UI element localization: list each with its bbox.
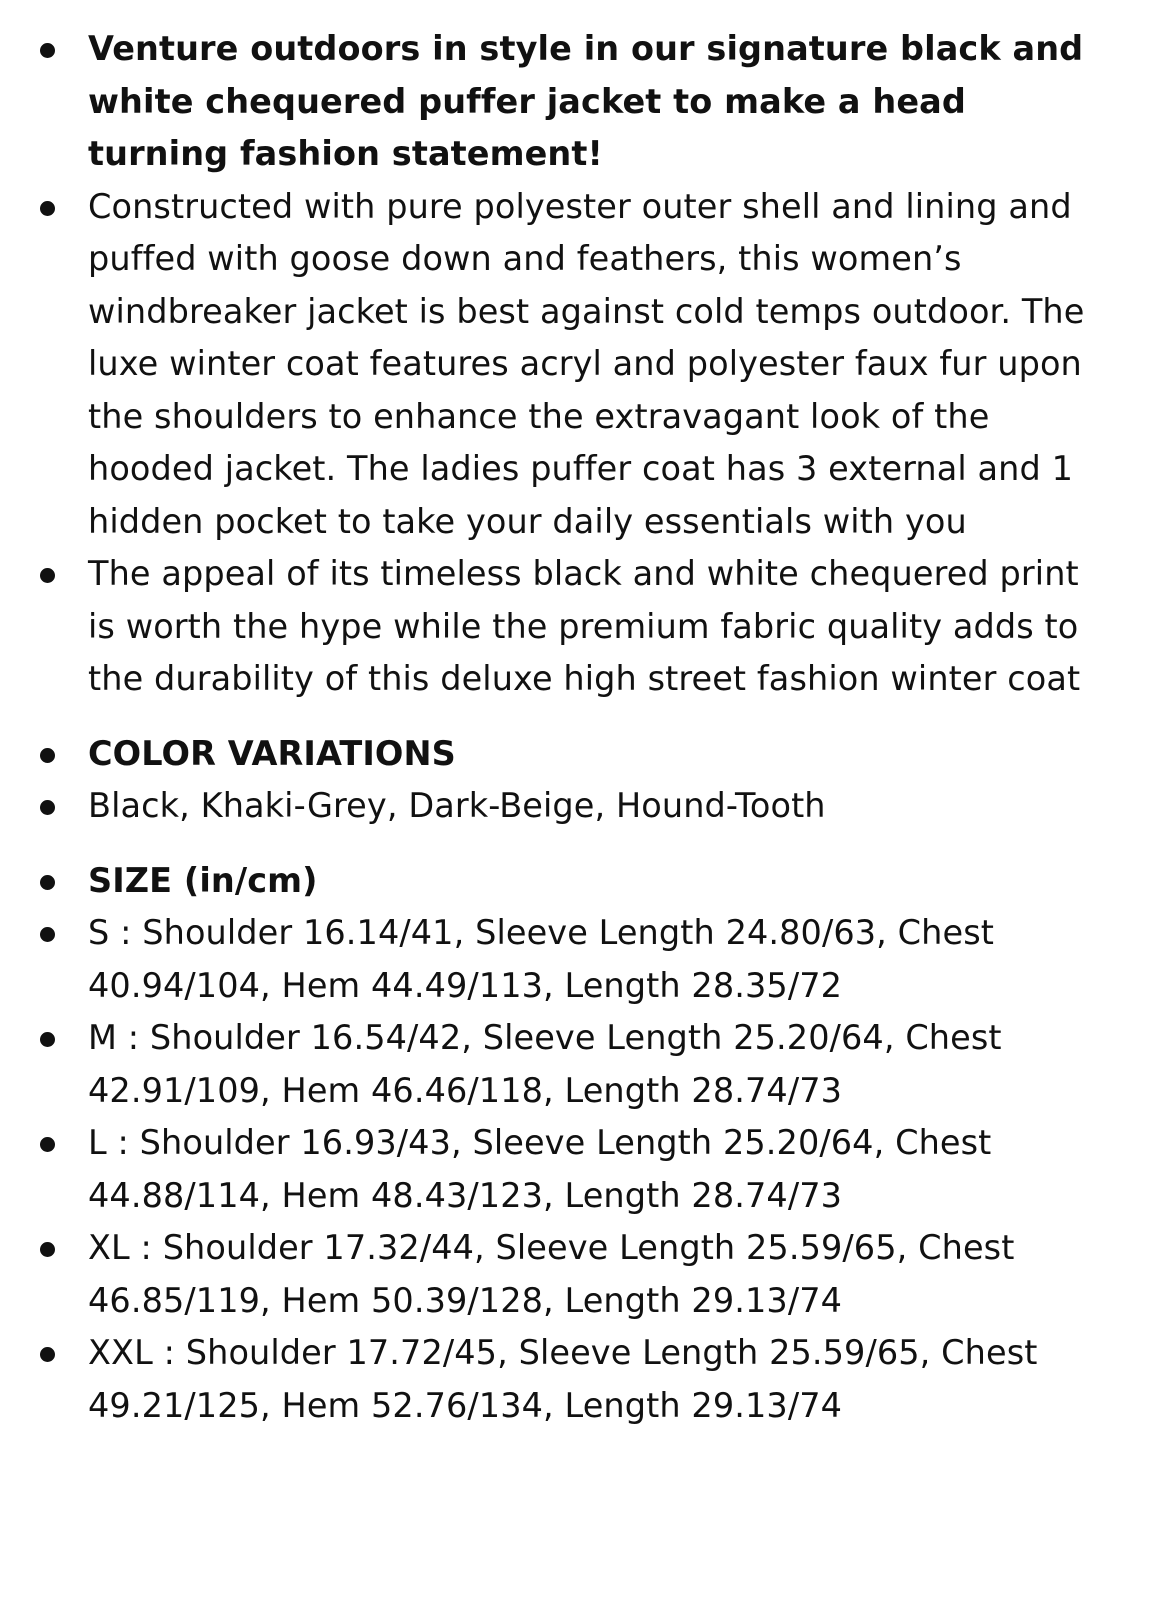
size-chart-list: [0, 855, 1151, 1433]
size-row-xxl: [0, 1327, 1151, 1432]
color-variations-list: [0, 728, 1151, 833]
bullet-dot-icon: [40, 568, 55, 583]
size-heading: [0, 855, 1151, 908]
bullet-dot-icon: [40, 1347, 55, 1362]
size-row-m: [0, 1012, 1151, 1117]
feature-list: [0, 23, 1151, 706]
feature-bullet-appeal: [0, 548, 1151, 706]
feature-bullet-style: [0, 23, 1151, 181]
feature-text: Constructed with pure polyester outer shell and lining and puffed with goose down and feathers, this women’s windbreaker jacket is best against cold temps outdoor. The luxe winter coat features acryl and polyester faux fur upon the shoulders to enhance the extravagant look of the hooded jacket. The ladies puffer coat has 3 external and 1 hidden pocket to take your daily essentials with you: [88, 186, 1085, 541]
bullet-dot-icon: [40, 201, 55, 216]
bullet-dot-icon: [40, 1137, 55, 1152]
feature-bullet-construction: [0, 181, 1151, 549]
size-text: XL : Shoulder 17.32/44, Sleeve Length 25.59/65, Chest 46.85/119, Hem 50.39/128, Length 29.13/74: [88, 1228, 1015, 1320]
size-text: M : Shoulder 16.54/42, Sleeve Length 25.20/64, Chest 42.91/109, Hem 46.46/118, Length 28.74/73: [88, 1018, 1002, 1110]
color-variations-heading: [0, 728, 1151, 781]
bullet-dot-icon: [40, 1032, 55, 1047]
bullet-dot-icon: [40, 927, 55, 942]
color-values-text: Black, Khaki-Grey, Dark-Beige, Hound-Tooth: [88, 786, 826, 825]
section-heading: COLOR VARIATIONS: [88, 733, 456, 773]
size-text: L : Shoulder 16.93/43, Sleeve Length 25.20/64, Chest 44.88/114, Hem 48.43/123, Length 28.74/73: [88, 1123, 992, 1215]
size-row-l: [0, 1117, 1151, 1222]
bullet-dot-icon: [40, 43, 55, 58]
size-row-xl: [0, 1222, 1151, 1327]
bullet-dot-icon: [40, 800, 55, 815]
size-text: XXL : Shoulder 17.72/45, Sleeve Length 25.59/65, Chest 49.21/125, Hem 52.76/134, Length 29.13/74: [88, 1333, 1038, 1425]
bullet-dot-icon: [40, 875, 55, 890]
feature-text: The appeal of its timeless black and white chequered print is worth the hype while the premium fabric quality adds to the durability of this deluxe high street fashion winter coat: [88, 554, 1081, 698]
section-spacer: [0, 706, 1151, 728]
size-text: S : Shoulder 16.14/41, Sleeve Length 24.80/63, Chest 40.94/104, Hem 44.49/113, Length 28.35/72: [88, 913, 995, 1005]
size-row-s: [0, 907, 1151, 1012]
section-heading: SIZE (in/cm): [88, 860, 318, 900]
feature-text: Venture outdoors in style in our signature black and white chequered puffer jacket to make a head turning fashion statement!: [88, 29, 1084, 173]
section-spacer: [0, 833, 1151, 855]
color-variations-values: [0, 780, 1151, 833]
bullet-dot-icon: [40, 1242, 55, 1257]
bullet-dot-icon: [40, 748, 55, 763]
